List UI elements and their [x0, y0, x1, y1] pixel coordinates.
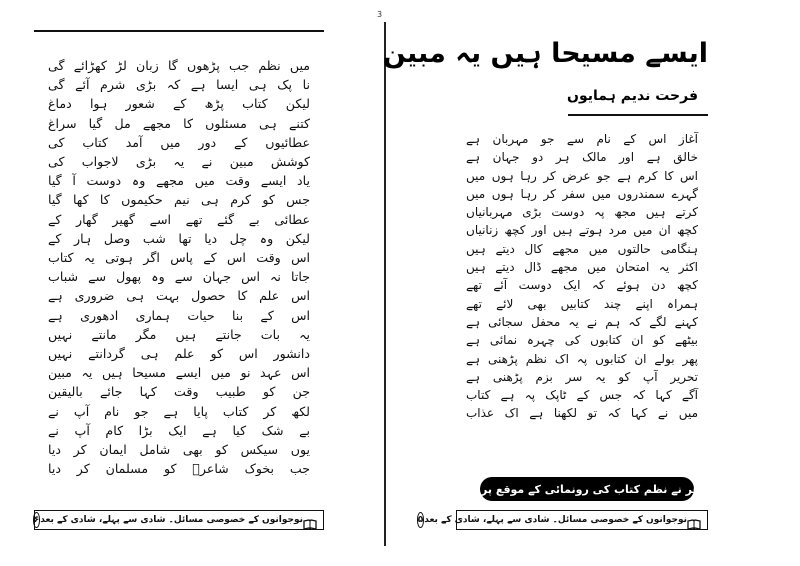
caption-banner — [441, 477, 733, 501]
poem-line: لیکن کتاب پڑھ کے شعور ہوا دماغ — [48, 96, 310, 112]
left-poem — [34, 56, 324, 478]
poem-line: جس کو کرم ہی نیم حکیموں کا کھا گیا — [48, 192, 310, 208]
book-icon — [687, 515, 701, 526]
poem-line: نا پک ہی ایسا ہے کہ بڑی شرم آئے گی — [48, 77, 310, 93]
poem-line: یاد ایسے وقت میں مجھے وہ دوست آ گیا — [48, 173, 310, 189]
poem-line: لیکن وہ چل دیا تھا شب وصل ہار کے — [48, 230, 310, 246]
right-footer — [417, 510, 708, 530]
footer-title: نوجوانوں کے خصوصی مسائل۔ شادی سے پہلے، شادی کے بعد — [40, 515, 303, 525]
poem-title: ایسے مسیحا ہیں یہ مبین — [382, 38, 708, 69]
gutter-divider — [384, 22, 386, 546]
poem-line: اس وقت اس کے پاس اگر ہوتی یہ کتاب — [48, 250, 310, 266]
poem-line: اس علم کا حصول بہت ہی ضروری ہے — [48, 288, 310, 304]
poem-line: بیٹھے کو ان کتابوں کی چہرہ نمائی ہے — [466, 333, 698, 348]
author-name: فرحت ندیم ہمایوں — [567, 88, 698, 104]
poem-line: جن کو طبیب وقت کہا جائے بالیقین — [48, 384, 310, 400]
poem-line: میں نظم جب پڑھوں گا زبان لڑ کھڑائے گی — [48, 58, 310, 73]
flower-icon: ✻ — [722, 482, 733, 496]
poem-line: خالق ہے اور مالک ہر دو جہان ہے — [466, 150, 698, 165]
page-number: ۶ — [33, 512, 41, 528]
gutter-number: 3 — [377, 10, 383, 19]
poem-line: اس کے بنا حیات ہماری ادھوری ہے — [48, 307, 310, 323]
left-footer — [34, 510, 324, 530]
poem-line: یہ بات جانتے ہیں مگر مانتے نہیں — [48, 326, 310, 342]
poem-line: پھر بولے ان کتابوں پہ اک نظم پڑھنی ہے — [466, 351, 698, 366]
poem-line: میں نے کہا کہ تو لکھنا ہے اک عذاب — [466, 406, 698, 421]
poem-line: آگے کہا کہ جس کے ٹاپک پہ ہے کتاب — [466, 388, 698, 403]
poem-line: جاتا نہ اس جہان سے وہ پھول سے شباب — [48, 269, 310, 285]
poem-line: ہنگامی حالتوں میں مجھے کال دیتے ہیں — [466, 241, 698, 256]
poem-line: جب بخوک شاعرؔ کو مسلمان کر دیا — [48, 461, 310, 477]
poem-line: کچھ دن ہوئے کہ ایک دوست آئے تھے — [466, 278, 698, 293]
poem-line: دانشور اس کو علم ہی گردانتے نہیں — [48, 346, 310, 362]
poem-line: یوں سیکس کو بھی شامل ایمان کر دیا — [48, 442, 310, 458]
poem-line: ہمراہ اپنے چند کتابیں بھی لائے تھے — [466, 296, 698, 311]
poem-line: اکثر یہ امتحان میں مجھے ڈال دیتے ہیں — [466, 260, 698, 275]
poem-line: اس کا کرم ہے جو عرض کر رہا ہوں میں — [466, 168, 698, 183]
right-page — [382, 30, 733, 540]
top-rule — [34, 30, 324, 32]
poem-line: گہرے سمندروں میں سفر کر رہا ہوں میں — [466, 186, 698, 201]
poem-line: عطائی بے گئے تھے اسے گھیر گھار کے — [48, 211, 310, 227]
poem-line: آغاز اس کے نام سے جو مہربان ہے — [466, 132, 698, 146]
poem-line: لکھ کر کتاب پایا ہے جو نام آپ نے — [48, 403, 310, 419]
left-page — [34, 30, 324, 540]
book-icon — [303, 515, 317, 526]
footer-title: نوجوانوں کے خصوصی مسائل۔ شادی سے پہلے، شادی کے بعد — [424, 515, 687, 525]
poem-line: کچھ ان میں مرد ہوتے ہیں اور کچھ زنانیاں — [466, 223, 698, 238]
author-underline — [568, 114, 708, 116]
poem-line: بے شک کیا ہے ایک بڑا کام آپ نے — [48, 422, 310, 438]
poem-line: تحریر آپ کو یہ سر بزم پڑھنی ہے — [466, 369, 698, 384]
poem-line: کوشش مبین نے یہ بڑی لاجواب کی — [48, 154, 310, 170]
page-number: ۵ — [417, 512, 425, 528]
right-poem — [456, 130, 708, 423]
caption-text: شاعر نے نظم کتاب کی رونمائی کے موقع پر پڑھی۔ — [441, 482, 715, 496]
poem-line: کرتے ہیں مجھ پہ دوست بڑی مہربانیاں — [466, 205, 698, 220]
poem-line: اس عہد نو میں ایسے مسیحا ہیں یہ مبین — [48, 365, 310, 381]
poem-line: کتنے ہی مسئلوں کا مجھے مل گیا سراغ — [48, 115, 310, 131]
poem-line: کہنے لگے کہ ہم نے یہ محفل سجائی ہے — [466, 314, 698, 329]
poem-line: عطائیوں کے دور میں آمد کتاب کی — [48, 134, 310, 150]
